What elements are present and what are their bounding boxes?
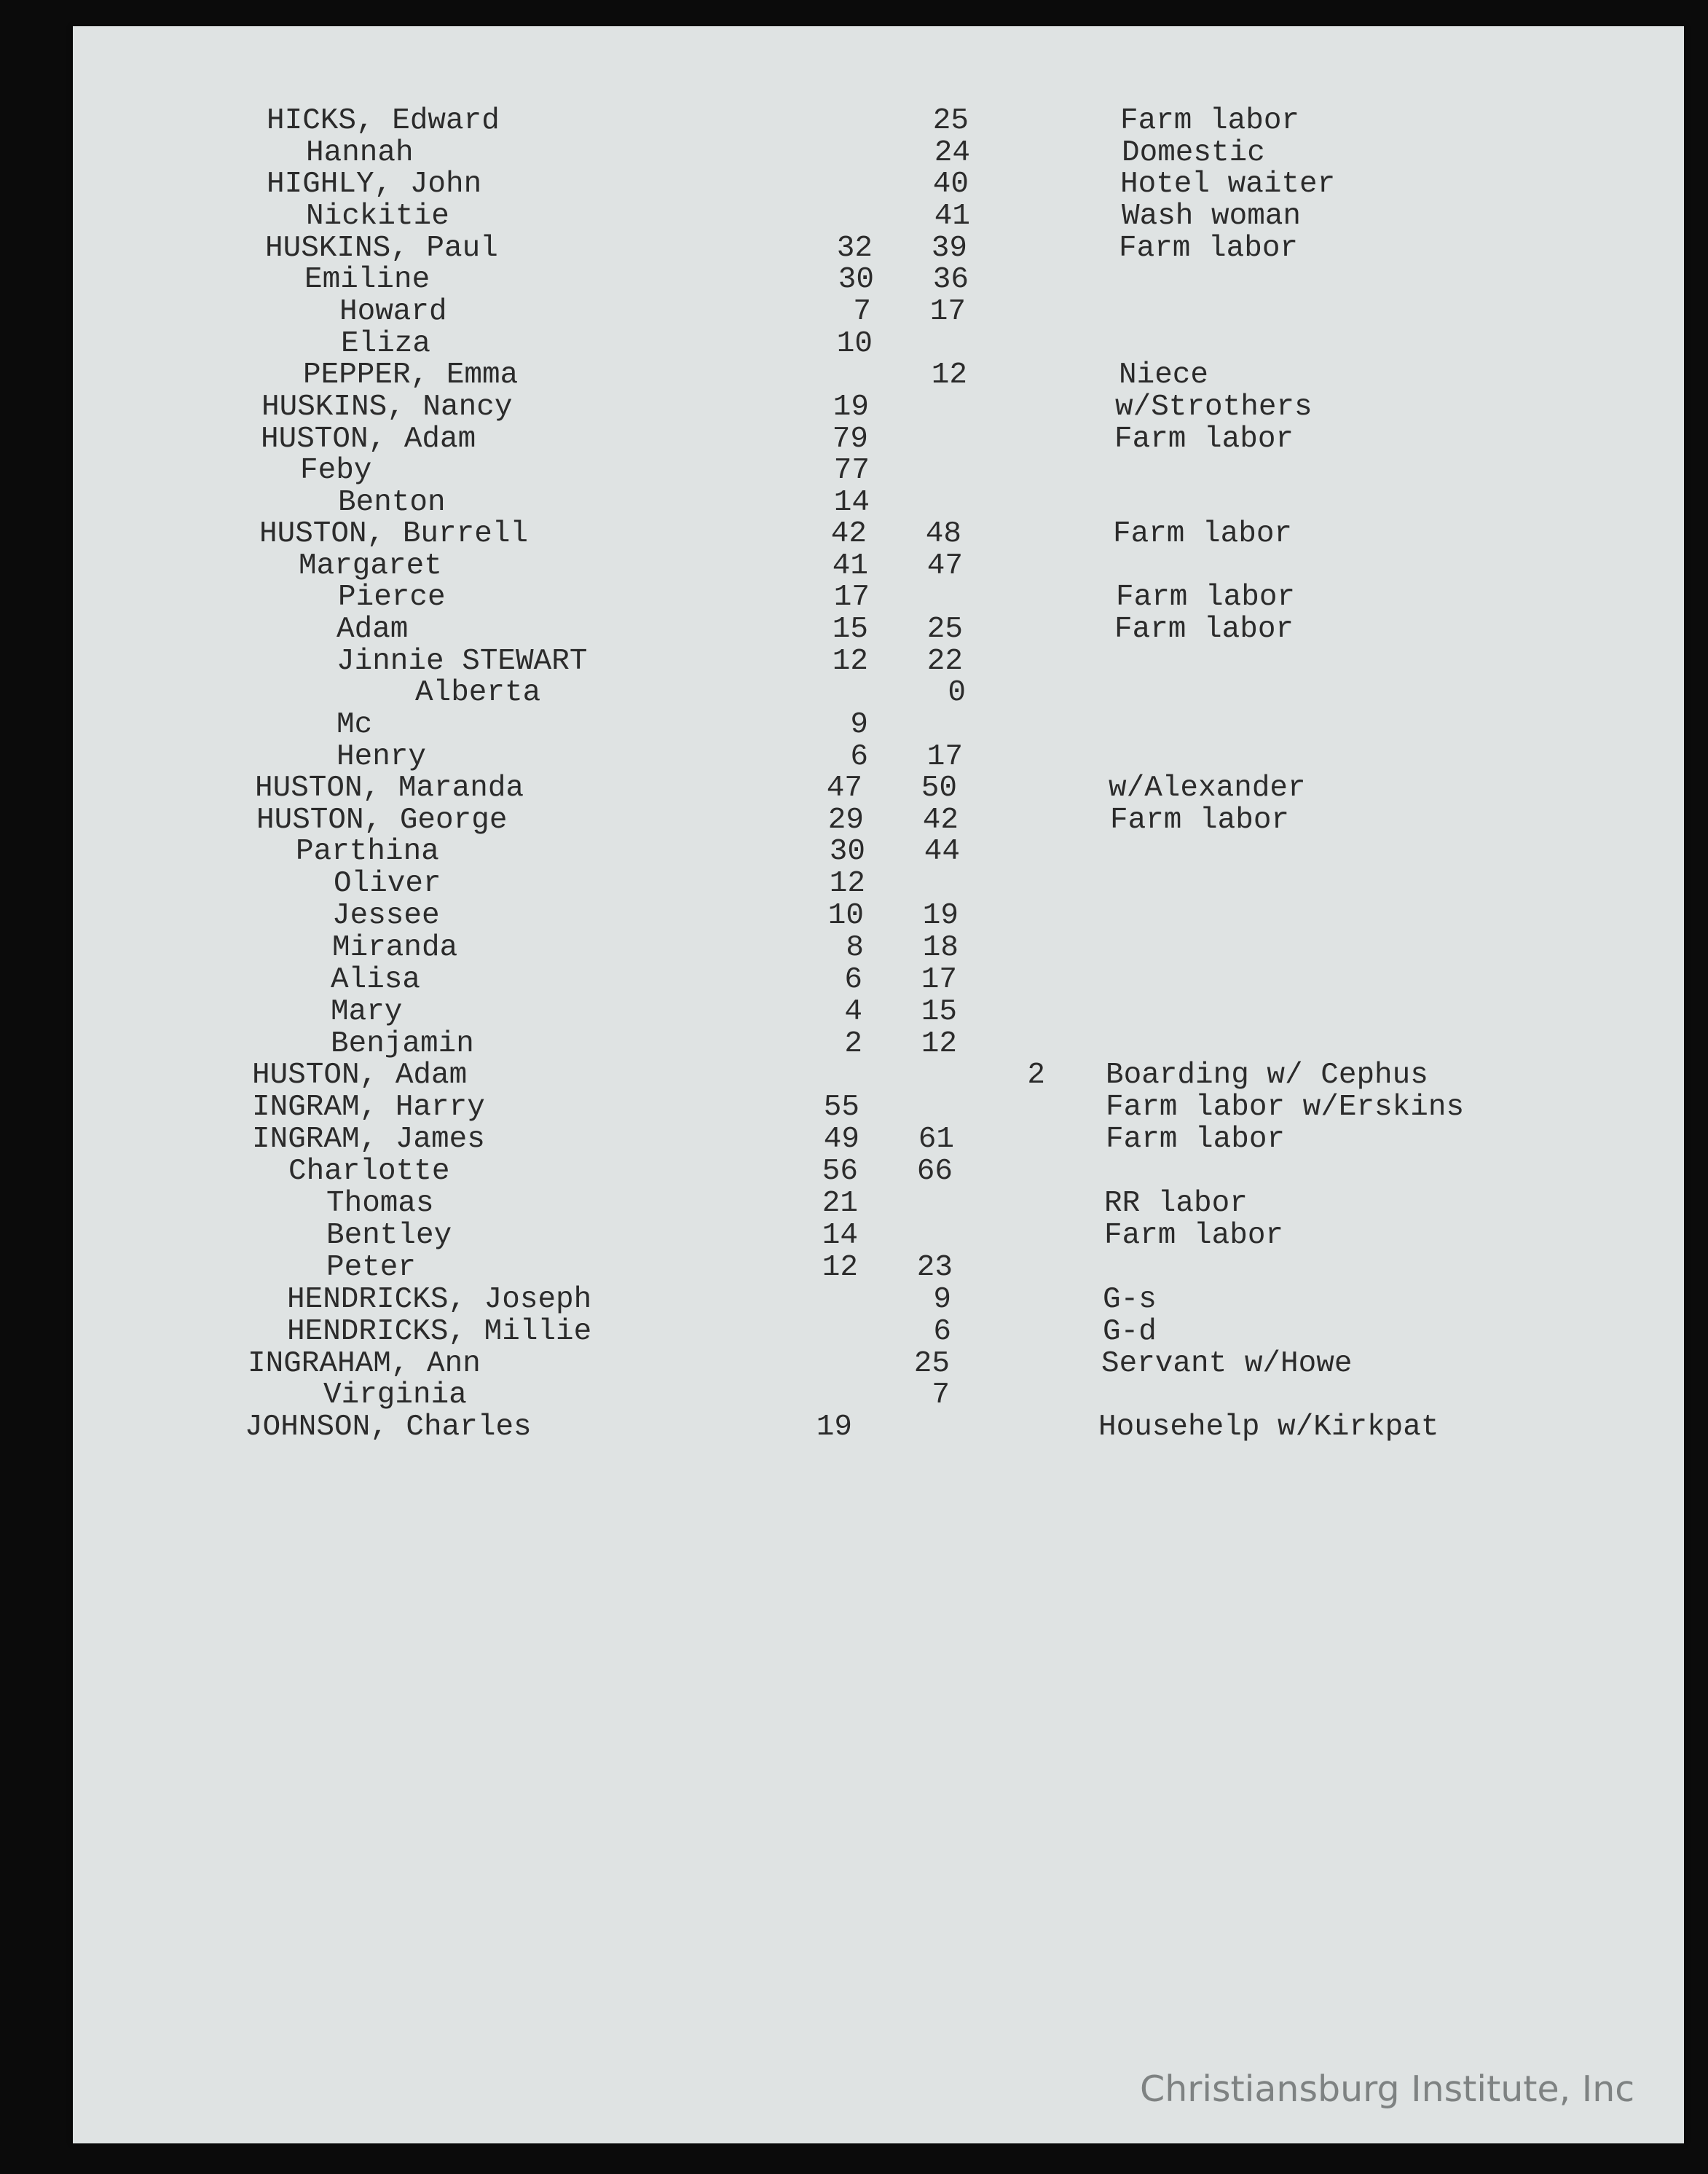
record-row bbox=[73, 932, 1684, 964]
record-note: G-d bbox=[1103, 1315, 1157, 1349]
record-row bbox=[73, 550, 1684, 582]
record-age-1: 41 bbox=[832, 549, 868, 583]
record-age-1: 15 bbox=[832, 613, 868, 646]
record-note: Farm labor bbox=[1113, 517, 1293, 551]
record-age-2: 25 bbox=[926, 613, 963, 646]
record-row bbox=[73, 137, 1684, 169]
record-name: Benton bbox=[338, 486, 446, 519]
record-name: Margaret bbox=[299, 549, 442, 583]
record-age-1: 10 bbox=[827, 899, 864, 933]
record-name: INGRAM, James bbox=[252, 1123, 485, 1156]
record-row bbox=[73, 1252, 1684, 1284]
record-age-1: 7 bbox=[853, 295, 871, 329]
record-row bbox=[73, 391, 1684, 423]
record-note: Domestic bbox=[1122, 136, 1265, 170]
record-name: Miranda bbox=[332, 931, 458, 965]
record-row bbox=[73, 518, 1684, 550]
record-age-1: 49 bbox=[823, 1123, 859, 1156]
record-name: HUSTON, George bbox=[256, 804, 508, 837]
record-age-2: 48 bbox=[925, 517, 961, 551]
record-note: Boarding w/ Cephus bbox=[1106, 1059, 1428, 1092]
record-age-2: 66 bbox=[916, 1155, 953, 1188]
record-note: Farm labor w/Erskins bbox=[1106, 1091, 1465, 1124]
record-row bbox=[73, 1348, 1684, 1380]
record-age-2: 12 bbox=[921, 1027, 957, 1061]
record-age-2: 6 bbox=[933, 1315, 951, 1349]
record-age-2: 17 bbox=[921, 963, 957, 997]
record-age-2: 18 bbox=[922, 931, 959, 965]
record-age-2: 36 bbox=[932, 263, 969, 297]
record-name: HUSTON, Burrell bbox=[259, 517, 529, 551]
record-age-2: 61 bbox=[918, 1123, 954, 1156]
record-age-2: 39 bbox=[931, 232, 967, 265]
record-age-1: 55 bbox=[823, 1091, 859, 1124]
record-row bbox=[73, 645, 1684, 678]
record-name: Nickitie bbox=[306, 200, 449, 233]
watermark: Christiansburg Institute, Inc bbox=[1140, 2068, 1635, 2110]
record-name: INGRAHAM, Ann bbox=[248, 1347, 481, 1381]
record-row bbox=[73, 423, 1684, 455]
record-age-1: 17 bbox=[833, 581, 870, 614]
record-age-2: 25 bbox=[913, 1347, 950, 1381]
record-name: JOHNSON, Charles bbox=[245, 1410, 532, 1444]
record-age-2: 22 bbox=[926, 645, 963, 678]
record-name: PEPPER, Emma bbox=[303, 358, 519, 392]
record-age-1: 12 bbox=[822, 1251, 858, 1284]
record-name: Henry bbox=[337, 740, 427, 774]
record-age-1: 9 bbox=[850, 708, 868, 742]
record-name: Peter bbox=[326, 1251, 417, 1284]
record-note: Niece bbox=[1119, 358, 1209, 392]
record-name: Howard bbox=[339, 295, 447, 329]
record-name: HENDRICKS, Millie bbox=[287, 1315, 592, 1349]
record-age-1: 2 bbox=[844, 1027, 862, 1061]
record-name: Virginia bbox=[323, 1378, 467, 1412]
record-row bbox=[73, 1284, 1684, 1316]
record-age-1: 12 bbox=[832, 645, 868, 678]
record-age-2: 47 bbox=[926, 549, 963, 583]
record-row bbox=[73, 1091, 1684, 1123]
record-row bbox=[73, 677, 1684, 709]
record-name: Thomas bbox=[326, 1187, 434, 1220]
record-age-1: 79 bbox=[832, 423, 868, 456]
record-age-1: 56 bbox=[822, 1155, 858, 1188]
record-note: Farm labor bbox=[1120, 104, 1300, 138]
record-name: HIGHLY, John bbox=[267, 168, 482, 201]
record-name: Oliver bbox=[334, 867, 441, 900]
record-row bbox=[73, 455, 1684, 487]
record-age-1: 30 bbox=[838, 263, 874, 297]
record-note: G-s bbox=[1103, 1283, 1157, 1316]
record-row bbox=[73, 328, 1684, 360]
record-name: HICKS, Edward bbox=[267, 104, 500, 138]
record-row bbox=[73, 296, 1684, 328]
record-note: Farm labor bbox=[1114, 613, 1294, 646]
record-row bbox=[73, 1059, 1684, 1091]
record-row bbox=[73, 1411, 1684, 1443]
record-age-2: 19 bbox=[922, 899, 959, 933]
record-age-1: 77 bbox=[833, 454, 870, 487]
record-row bbox=[73, 232, 1684, 264]
record-note: Farm labor bbox=[1114, 423, 1294, 456]
record-row bbox=[73, 804, 1684, 836]
record-row bbox=[73, 581, 1684, 613]
record-row bbox=[73, 868, 1684, 900]
record-row bbox=[73, 487, 1684, 519]
record-age-2: 17 bbox=[926, 740, 963, 774]
record-age-2: 25 bbox=[932, 104, 969, 138]
record-age-2: 0 bbox=[948, 676, 966, 710]
record-row bbox=[73, 741, 1684, 773]
record-age-1: 42 bbox=[830, 517, 867, 551]
record-name: Hannah bbox=[306, 136, 414, 170]
record-row bbox=[73, 1188, 1684, 1220]
record-name: Mc bbox=[337, 708, 373, 742]
record-age-2: 24 bbox=[934, 136, 970, 170]
record-note: Househelp w/Kirkpat bbox=[1098, 1410, 1439, 1444]
census-record-list bbox=[73, 26, 1684, 2143]
record-row bbox=[73, 996, 1684, 1028]
record-name: HUSKINS, Paul bbox=[265, 232, 498, 265]
record-row bbox=[73, 359, 1684, 391]
record-age-2: 41 bbox=[934, 200, 970, 233]
record-row bbox=[73, 613, 1684, 645]
record-row bbox=[73, 1123, 1684, 1155]
record-row bbox=[73, 1028, 1684, 1060]
record-row bbox=[73, 772, 1684, 804]
record-name: HENDRICKS, Joseph bbox=[287, 1283, 592, 1316]
record-row bbox=[73, 836, 1684, 868]
record-name: Adam bbox=[337, 613, 409, 646]
record-name: Bentley bbox=[326, 1219, 452, 1252]
record-note: w/Alexander bbox=[1109, 772, 1306, 805]
record-age-2: 44 bbox=[924, 835, 960, 868]
record-note: Farm labor bbox=[1104, 1219, 1284, 1252]
record-age-2: 40 bbox=[932, 168, 969, 201]
record-note: Farm labor bbox=[1116, 581, 1296, 614]
record-row bbox=[73, 964, 1684, 996]
record-age-2: 42 bbox=[922, 804, 959, 837]
record-age-2: 9 bbox=[933, 1283, 951, 1316]
record-age-1: 6 bbox=[850, 740, 868, 774]
record-row bbox=[73, 1316, 1684, 1348]
record-row bbox=[73, 1379, 1684, 1411]
record-age-1: 14 bbox=[833, 486, 870, 519]
record-age-1: 19 bbox=[816, 1410, 852, 1444]
record-age-2: 15 bbox=[921, 995, 957, 1029]
record-age-2: 50 bbox=[921, 772, 957, 805]
record-age-1: 32 bbox=[836, 232, 873, 265]
record-row bbox=[73, 709, 1684, 741]
record-note: Hotel waiter bbox=[1120, 168, 1336, 201]
record-name: Pierce bbox=[338, 581, 446, 614]
record-note: Farm labor bbox=[1119, 232, 1299, 265]
record-age-1: 4 bbox=[844, 995, 862, 1029]
record-note: Servant w/Howe bbox=[1101, 1347, 1353, 1381]
record-name: HUSTON, Adam bbox=[252, 1059, 468, 1092]
record-age-2: 23 bbox=[916, 1251, 953, 1284]
record-note: Farm labor bbox=[1110, 804, 1290, 837]
record-note: RR labor bbox=[1104, 1187, 1248, 1220]
record-name: Alberta bbox=[415, 676, 541, 710]
record-age-2: 7 bbox=[932, 1378, 950, 1412]
record-age-1: 14 bbox=[822, 1219, 858, 1252]
record-row bbox=[73, 200, 1684, 232]
record-age-1: 30 bbox=[829, 835, 865, 868]
record-row bbox=[73, 105, 1684, 137]
record-row bbox=[73, 1155, 1684, 1188]
record-name: Benjamin bbox=[331, 1027, 474, 1061]
record-row bbox=[73, 264, 1684, 296]
record-age-1: 8 bbox=[846, 931, 864, 965]
record-age-1: 10 bbox=[836, 327, 873, 361]
record-note: Farm labor bbox=[1106, 1123, 1286, 1156]
record-age-1: 12 bbox=[829, 867, 865, 900]
record-name: HUSTON, Maranda bbox=[255, 772, 524, 805]
record-age-2: 12 bbox=[931, 358, 967, 392]
record-name: Feby bbox=[300, 454, 372, 487]
document-page bbox=[73, 26, 1684, 2143]
record-name: Eliza bbox=[341, 327, 431, 361]
record-name: Mary bbox=[331, 995, 403, 1029]
record-row bbox=[73, 1220, 1684, 1252]
record-name: HUSTON, Adam bbox=[261, 423, 476, 456]
record-note: w/Strothers bbox=[1115, 391, 1313, 424]
record-age-1: 29 bbox=[827, 804, 864, 837]
record-row bbox=[73, 900, 1684, 932]
record-name: Jinnie STEWART bbox=[337, 645, 588, 678]
record-age-2: 17 bbox=[929, 295, 966, 329]
record-age-1: 6 bbox=[844, 963, 862, 997]
record-age-1: 21 bbox=[822, 1187, 858, 1220]
record-age-1: 47 bbox=[826, 772, 862, 805]
record-name: Parthina bbox=[296, 835, 439, 868]
record-age-3: 2 bbox=[1027, 1059, 1045, 1092]
record-name: INGRAM, Harry bbox=[252, 1091, 485, 1124]
record-name: Emiline bbox=[304, 263, 430, 297]
record-note: Wash woman bbox=[1122, 200, 1302, 233]
record-name: Alisa bbox=[331, 963, 421, 997]
record-row bbox=[73, 168, 1684, 200]
record-name: Jessee bbox=[332, 899, 440, 933]
record-age-1: 19 bbox=[833, 391, 869, 424]
record-name: Charlotte bbox=[288, 1155, 450, 1188]
record-name: HUSKINS, Nancy bbox=[261, 391, 513, 424]
